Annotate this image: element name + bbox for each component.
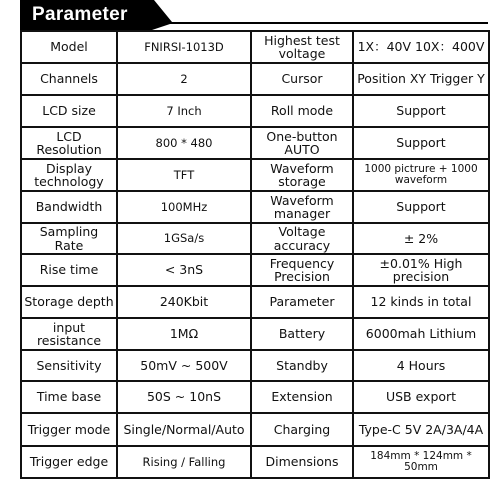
spec-label: Voltage accuracy [251, 223, 353, 254]
spec-label: Sensitivity [21, 350, 117, 381]
table-row [21, 95, 489, 127]
table-row [21, 223, 489, 254]
spec-label: Waveform storage [251, 159, 353, 191]
spec-label: Rise time [21, 254, 117, 286]
spec-value: 240Kbit [117, 286, 251, 318]
spec-value: 1MΩ [117, 318, 251, 350]
spec-value: 800 * 480 [117, 127, 251, 159]
spec-value: 12 kinds in total [353, 286, 489, 318]
spec-label: One-button AUTO [251, 127, 353, 159]
spec-label: Frequency Precision [251, 254, 353, 286]
spec-value: USB export [353, 381, 489, 413]
spec-label: LCD size [21, 95, 117, 127]
page-title: Parameter [32, 4, 128, 25]
spec-value: 100MHz [117, 191, 251, 223]
spec-value: 2 [117, 63, 251, 95]
table-row [21, 254, 489, 286]
spec-value: Support [353, 95, 489, 127]
spec-label: Highest test voltage [251, 31, 353, 63]
table-row [21, 318, 489, 350]
spec-label: Time base [21, 381, 117, 413]
spec-value: 1GSa/s [117, 223, 251, 254]
spec-label: Extension [251, 381, 353, 413]
table-row [21, 127, 489, 159]
spec-value: 4 Hours [353, 350, 489, 381]
spec-label: Waveform manager [251, 191, 353, 223]
table-row [21, 31, 489, 63]
spec-label: Channels [21, 63, 117, 95]
table-row [21, 159, 489, 191]
parameter-banner [20, 0, 488, 30]
spec-label: Trigger mode [21, 413, 117, 446]
spec-value: Type-C 5V 2A/3A/4A [353, 413, 489, 446]
spec-label: Display technology [21, 159, 117, 191]
spec-label: Roll mode [251, 95, 353, 127]
spec-label: Bandwidth [21, 191, 117, 223]
spec-value: 184mm * 124mm * 50mm [353, 446, 489, 478]
parameter-table-body [21, 31, 489, 478]
spec-value: ±0.01% High precision [353, 254, 489, 286]
spec-label: Parameter [251, 286, 353, 318]
spec-label: Standby [251, 350, 353, 381]
spec-label: Trigger edge [21, 446, 117, 478]
spec-value: 1X：40V 10X：400V [353, 31, 489, 63]
parameter-table [20, 30, 490, 479]
spec-label: Cursor [251, 63, 353, 95]
spec-value: 1000 pictrure + 1000 waveform [353, 159, 489, 191]
spec-value: TFT [117, 159, 251, 191]
spec-label: input resistance [21, 318, 117, 350]
spec-label: Dimensions [251, 446, 353, 478]
spec-label: Sampling Rate [21, 223, 117, 254]
spec-value: Rising / Falling [117, 446, 251, 478]
spec-label: Model [21, 31, 117, 63]
spec-value: FNIRSI-1013D [117, 31, 251, 63]
spec-value: 50S ~ 10nS [117, 381, 251, 413]
spec-label: LCD Resolution [21, 127, 117, 159]
table-row [21, 286, 489, 318]
spec-value: Single/Normal/Auto [117, 413, 251, 446]
spec-value: Support [353, 127, 489, 159]
table-row [21, 381, 489, 413]
spec-value: 7 Inch [117, 95, 251, 127]
spec-value: Support [353, 191, 489, 223]
spec-value: ± 2% [353, 223, 489, 254]
spec-label: Charging [251, 413, 353, 446]
spec-value: 6000mah Lithium [353, 318, 489, 350]
table-row [21, 446, 489, 478]
table-row [21, 63, 489, 95]
spec-value: Position XY Trigger Y [353, 63, 489, 95]
spec-label: Storage depth [21, 286, 117, 318]
table-row [21, 413, 489, 446]
table-row [21, 191, 489, 223]
spec-value: 50mV ~ 500V [117, 350, 251, 381]
table-row [21, 350, 489, 381]
spec-label: Battery [251, 318, 353, 350]
spec-value: < 3nS [117, 254, 251, 286]
